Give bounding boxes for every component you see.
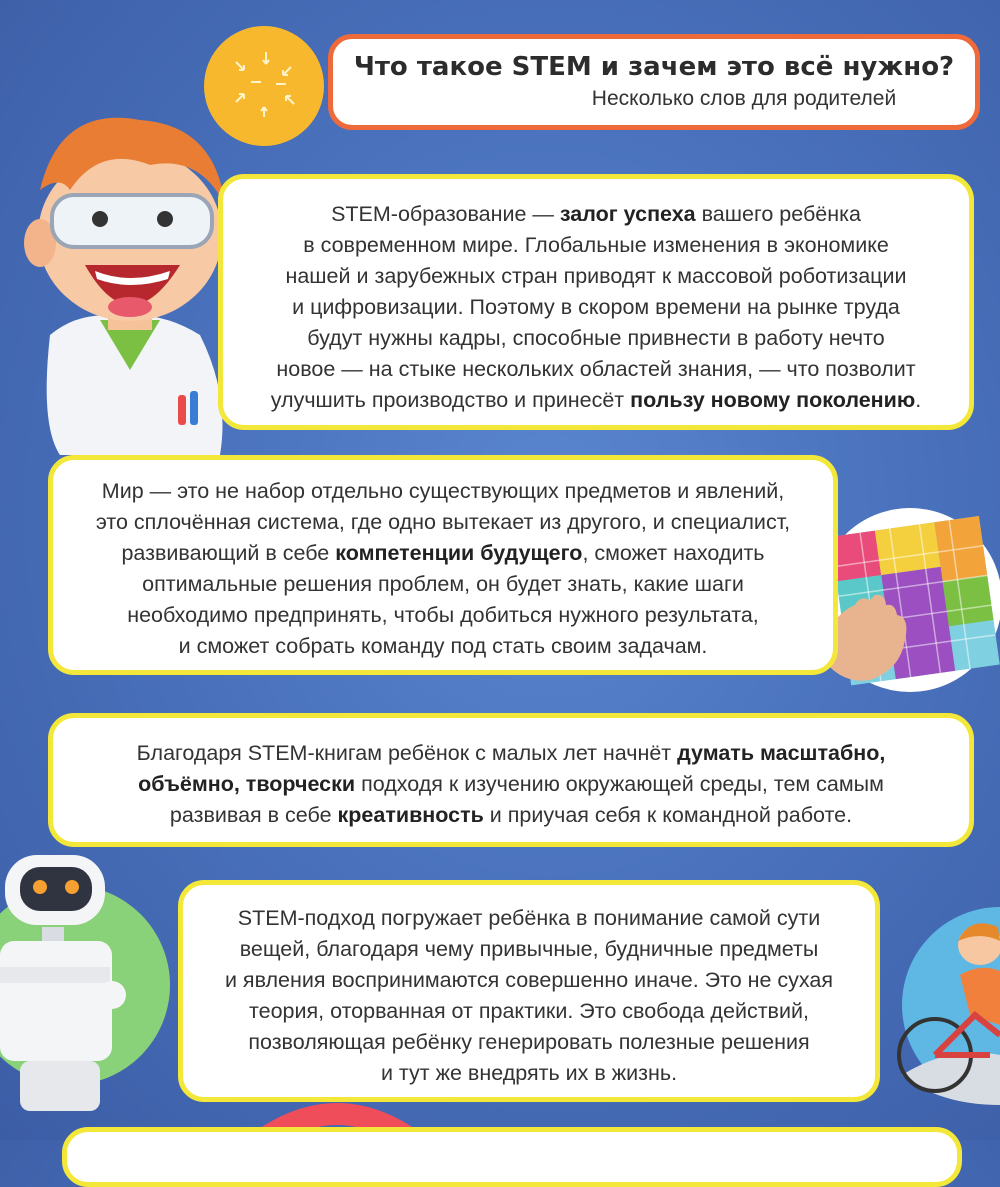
- paragraph-line: [69, 800, 953, 831]
- paragraph-line: [65, 507, 821, 538]
- paragraph-line: [65, 631, 821, 662]
- bold-text: залог успеха: [559, 202, 696, 226]
- paragraph-box-partial: [62, 1127, 962, 1187]
- text: подходя к изучению окружающей среды, тем самым: [355, 772, 884, 796]
- robot-illustration: [0, 835, 180, 1140]
- paragraph-line: [199, 1027, 859, 1058]
- text: будут нужны кадры, способные привнести в работу нечто: [307, 326, 885, 350]
- bold-text: компетенции будущего: [335, 541, 583, 565]
- text: STEM-образование —: [331, 202, 560, 226]
- paragraph-line: [199, 903, 859, 934]
- title-box: [328, 34, 980, 130]
- text: необходимо предпринять, чтобы добиться нужного результата,: [127, 603, 759, 627]
- text: и тут же внедрять их в жизнь.: [380, 1061, 678, 1085]
- text: Благодаря STEM-книгам ребёнок с малых лет начнёт: [136, 741, 678, 765]
- text: вашего ребёнка: [695, 202, 861, 226]
- paragraph-line: [199, 934, 859, 965]
- paragraph-line: [69, 738, 953, 769]
- paragraph-box: [218, 174, 974, 430]
- paragraph-line: [239, 261, 953, 292]
- paragraph-box: [48, 455, 838, 675]
- bold-text: пользу новому поколению: [630, 388, 916, 412]
- paragraph-line: [199, 996, 859, 1027]
- paragraph-line: [239, 199, 953, 230]
- text: Мир — это не набор отдельно существующих предметов и явлений,: [101, 479, 785, 503]
- text: и цифровизации. Поэтому в скором времени на рынке труда: [292, 295, 900, 319]
- paragraph-line: [199, 1058, 859, 1089]
- text: и явления воспринимаются совершенно иначе. Это не сухая: [224, 968, 834, 992]
- paragraph-line: [239, 292, 953, 323]
- paragraph-line: [239, 230, 953, 261]
- paragraph-line: [69, 769, 953, 800]
- cyclist-illustration: [880, 905, 1000, 1115]
- bold-text: объёмно, творчески: [138, 772, 356, 796]
- text: оптимальные решения проблем, он будет знать, какие шаги: [142, 572, 744, 596]
- page-subtitle: Несколько слов для родителей: [591, 87, 897, 110]
- text: теория, оторванная от практики. Это свобода действий,: [249, 999, 809, 1023]
- page-title: Что такое STEM и зачем это всё нужно?: [353, 52, 955, 82]
- text: развивая в себе: [169, 803, 338, 827]
- text: STEM-подход погружает ребёнка в понимание самой сути: [237, 906, 821, 930]
- paragraph-line: [65, 538, 821, 569]
- bold-text: креативность: [337, 803, 484, 827]
- text: в современном мире. Глобальные изменения в экономике: [303, 233, 889, 257]
- text: .: [915, 388, 922, 412]
- paragraph-line: [65, 600, 821, 631]
- text: , сможет находить: [582, 541, 765, 565]
- paragraph-line: [199, 965, 859, 996]
- paragraph-line: [239, 385, 953, 416]
- paragraph-line: [65, 569, 821, 600]
- paragraph-box: [178, 880, 880, 1102]
- text: и приучая себя к командной работе.: [483, 803, 853, 827]
- text: улучшить производство и принесёт: [270, 388, 631, 412]
- paragraph-line: [239, 354, 953, 385]
- text: и сможет собрать команду под стать своим задачам.: [178, 634, 708, 658]
- text: позволяющая ребёнку генерировать полезные решения: [248, 1030, 810, 1054]
- paragraph-box: [48, 713, 974, 847]
- text: вещей, благодаря чему привычные, будничные предметы: [239, 937, 819, 961]
- paragraph-line: [65, 476, 821, 507]
- paragraph-line: [239, 323, 953, 354]
- text: нашей и зарубежных стран приводят к массовой роботизации: [285, 264, 907, 288]
- text: развивающий в себе: [121, 541, 336, 565]
- bold-text: думать масштабно,: [677, 741, 886, 765]
- text: новое — на стыке нескольких областей знания, — что позволит: [276, 357, 916, 381]
- text: это сплочённая система, где одно вытекает из другого, и специалист,: [95, 510, 791, 534]
- scientist-boy-illustration: [0, 95, 240, 455]
